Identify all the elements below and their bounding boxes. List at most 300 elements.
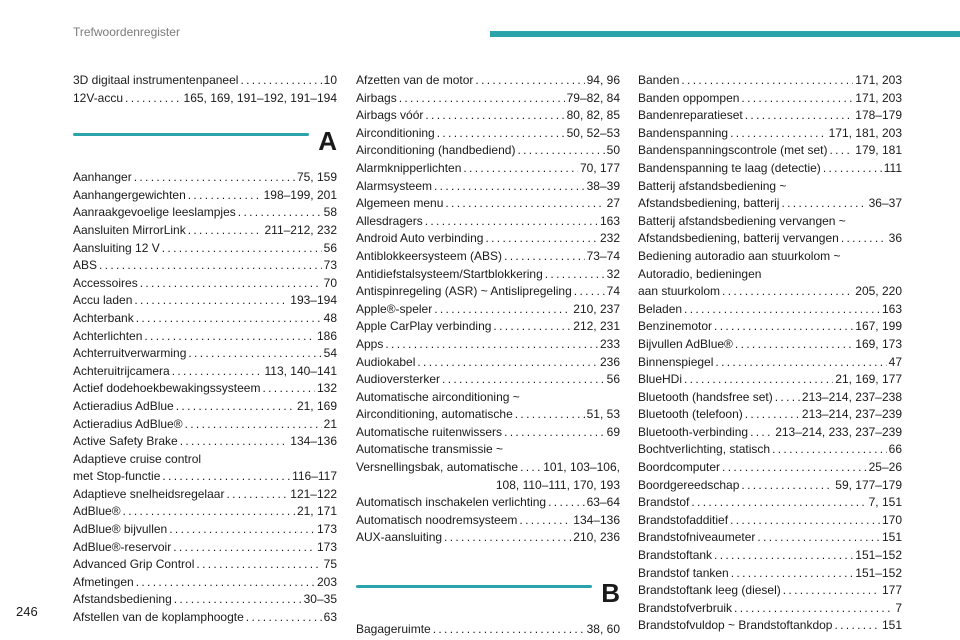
index-entry bbox=[73, 521, 337, 539]
index-pages: 165, 169, 191–192, 191–194 bbox=[183, 90, 337, 105]
dot-leader bbox=[714, 318, 853, 336]
index-entry bbox=[356, 195, 620, 213]
index-pages: 151–152 bbox=[855, 548, 902, 563]
index-entry bbox=[638, 107, 902, 125]
index-pages: 75, 159 bbox=[296, 170, 337, 185]
index-pages: 179, 181 bbox=[855, 143, 902, 158]
index-pages: 171, 203 bbox=[855, 90, 902, 105]
index-pages: 36–37 bbox=[868, 196, 902, 211]
section-letter-b: B bbox=[601, 578, 620, 609]
index-term: Automatisch inschakelen verlichting bbox=[356, 495, 547, 510]
index-term: AdBlue® bbox=[73, 504, 121, 519]
index-pages: 163 bbox=[599, 213, 620, 228]
dot-leader bbox=[185, 416, 322, 434]
index-pages: 54 bbox=[323, 346, 337, 361]
index-pages: 73 bbox=[323, 258, 337, 273]
index-term: Advanced Grip Control bbox=[73, 557, 195, 572]
index-term: Bandenspanning te laag (detectie) bbox=[638, 160, 821, 175]
dot-leader bbox=[722, 459, 867, 477]
index-term: Antiblokkeersysteem (ABS) bbox=[356, 248, 503, 263]
index-pages: 163 bbox=[881, 301, 902, 316]
dot-leader bbox=[475, 72, 584, 90]
dot-leader bbox=[722, 283, 853, 301]
index-term: 3D digitaal instrumentenpaneel bbox=[73, 73, 239, 87]
index-entry bbox=[638, 512, 902, 530]
index-entry bbox=[356, 621, 620, 639]
index-pages: 59, 177–179 bbox=[835, 477, 902, 492]
index-term: Antispinregeling (ASR) ~ Antislipregeling bbox=[356, 284, 572, 299]
index-pages: 38, 60 bbox=[586, 622, 620, 637]
index-entry bbox=[356, 230, 620, 248]
index-term: Brandstoftank leeg (diesel) bbox=[638, 583, 781, 598]
index-pages: 173 bbox=[316, 522, 337, 537]
index-term: Brandstofverbruik bbox=[638, 600, 733, 615]
dot-leader bbox=[123, 503, 295, 521]
index-entry bbox=[73, 328, 337, 346]
index-pages: 32 bbox=[606, 266, 620, 281]
index-pages: 169, 173 bbox=[855, 336, 902, 351]
dot-leader bbox=[745, 406, 800, 424]
dot-leader bbox=[442, 371, 605, 389]
index-entry bbox=[638, 529, 902, 547]
index-entry bbox=[356, 371, 620, 389]
dot-leader bbox=[520, 459, 541, 477]
index-column-2 bbox=[356, 72, 620, 639]
index-entry bbox=[638, 565, 902, 583]
index-term: Automatisch noodremsysteem bbox=[356, 512, 518, 527]
index-term: Actieradius AdBlue bbox=[73, 398, 174, 413]
index-entry bbox=[638, 142, 902, 160]
index-entry bbox=[73, 416, 337, 434]
index-pages: 113, 140–141 bbox=[264, 363, 337, 378]
dot-leader bbox=[262, 380, 315, 398]
index-term: Automatische ruitenwissers bbox=[356, 424, 503, 439]
index-term: Bijvullen AdBlue® bbox=[638, 336, 733, 351]
index-term-line: Bediening autoradio aan stuurkolom ~ bbox=[638, 248, 841, 263]
index-entry bbox=[73, 398, 337, 416]
index-term: Airconditioning, automatische bbox=[356, 407, 513, 422]
dot-leader bbox=[463, 160, 578, 178]
index-entry bbox=[73, 222, 337, 240]
dot-leader bbox=[134, 292, 288, 310]
index-pages: 213–214, 237–239 bbox=[801, 407, 902, 422]
index-term: Achterbank bbox=[73, 310, 134, 325]
index-pages: 116–117 bbox=[292, 469, 337, 484]
index-pages: 73–74 bbox=[586, 248, 620, 263]
index-pages: 51, 53 bbox=[586, 407, 620, 422]
dot-leader bbox=[772, 441, 887, 459]
dot-leader bbox=[437, 125, 565, 143]
dot-leader bbox=[757, 529, 880, 547]
index-entry bbox=[73, 72, 337, 90]
index-term-line: Batterij afstandsbediening ~ bbox=[638, 178, 787, 193]
index-pages: 48 bbox=[323, 310, 337, 325]
index-entry bbox=[73, 574, 337, 592]
index-term: Alarmsysteem bbox=[356, 178, 433, 193]
index-term-line: Automatische transmissie ~ bbox=[356, 442, 504, 457]
index-entry bbox=[356, 301, 620, 319]
index-entry bbox=[73, 380, 337, 398]
dot-leader bbox=[434, 301, 571, 319]
dot-leader bbox=[433, 621, 585, 639]
index-term: Afstellen van de koplamphoogte bbox=[73, 610, 244, 625]
index-pages: 213–214, 233, 237–239 bbox=[775, 424, 902, 439]
index-pages: 171, 203 bbox=[855, 73, 902, 87]
index-pages: 69 bbox=[606, 424, 620, 439]
index-pages: 21, 171 bbox=[296, 504, 337, 519]
index-pages: 63–64 bbox=[586, 495, 620, 510]
index-pages: 79–82, 84 bbox=[566, 90, 620, 105]
index-pages: 30–35 bbox=[303, 592, 337, 607]
index-term: Alarmknipperlichten bbox=[356, 160, 462, 175]
index-pages: 134–136 bbox=[573, 512, 620, 527]
dot-leader bbox=[444, 529, 571, 547]
index-entry bbox=[73, 257, 337, 275]
index-entry bbox=[638, 301, 902, 319]
index-pages: 56 bbox=[606, 372, 620, 387]
index-pages: 94, 96 bbox=[586, 73, 620, 87]
index-pages: 210, 236 bbox=[573, 530, 620, 545]
index-term: aan stuurkolom bbox=[638, 284, 721, 299]
index-column-3 bbox=[638, 72, 902, 635]
index-entry bbox=[73, 345, 337, 363]
index-term: Beladen bbox=[638, 301, 683, 316]
dot-leader bbox=[504, 248, 585, 266]
index-entry bbox=[638, 336, 902, 354]
index-entry bbox=[73, 169, 337, 187]
dot-leader bbox=[681, 72, 853, 90]
dot-leader bbox=[134, 169, 295, 187]
index-term-line: Autoradio, bedieningen bbox=[638, 266, 762, 281]
dot-leader bbox=[136, 574, 315, 592]
index-pages-continuation: 108, 110–111, 170, 193 bbox=[495, 477, 620, 492]
index-pages: 233 bbox=[599, 336, 620, 351]
index-entry bbox=[356, 494, 620, 512]
section-letter-a: A bbox=[318, 126, 337, 157]
dot-leader bbox=[741, 477, 833, 495]
index-term: 12V-accu bbox=[73, 90, 124, 105]
index-term: Afmetingen bbox=[73, 574, 134, 589]
index-entry bbox=[356, 459, 620, 477]
index-term: Airbags bbox=[356, 90, 397, 105]
index-term: Audioversterker bbox=[356, 372, 441, 387]
index-entry bbox=[356, 406, 620, 424]
index-entry bbox=[73, 486, 337, 504]
index-term: Adaptieve snelheidsregelaar bbox=[73, 486, 225, 501]
index-entry bbox=[356, 512, 620, 530]
index-entry bbox=[638, 389, 902, 407]
index-pages: 66 bbox=[888, 442, 902, 457]
dot-leader bbox=[548, 494, 585, 512]
index-entry bbox=[73, 468, 337, 486]
index-pages: 50, 52–53 bbox=[566, 125, 620, 140]
dot-leader bbox=[734, 600, 893, 618]
index-pages: 212, 231 bbox=[573, 319, 620, 334]
index-entry bbox=[73, 187, 337, 205]
index-term: Bandenreparatieset bbox=[638, 108, 743, 123]
dot-leader bbox=[515, 406, 585, 424]
dot-leader bbox=[173, 539, 315, 557]
index-pages: 74 bbox=[606, 284, 620, 299]
index-entry bbox=[73, 363, 337, 381]
index-entry bbox=[638, 90, 902, 108]
index-entry bbox=[73, 275, 337, 293]
index-term: Versnellingsbak, automatische bbox=[356, 460, 519, 475]
dot-leader bbox=[140, 275, 322, 293]
index-term: Brandstoftank bbox=[638, 548, 713, 563]
index-term: Airconditioning bbox=[356, 125, 435, 140]
index-pages: 205, 220 bbox=[855, 284, 902, 299]
index-pages: 211–212, 232 bbox=[264, 222, 337, 237]
index-term: Antidiefstalsysteem/Startblokkering bbox=[356, 266, 543, 281]
index-term: Benzinemotor bbox=[638, 319, 713, 334]
index-term: Aanhanger bbox=[73, 170, 132, 185]
index-pages: 27 bbox=[606, 196, 620, 211]
page-number: 246 bbox=[16, 604, 38, 619]
dot-leader bbox=[735, 336, 853, 354]
index-entry bbox=[356, 178, 620, 196]
dot-leader bbox=[781, 195, 866, 213]
index-term: Brandstofadditief bbox=[638, 512, 729, 527]
index-term: Actieradius AdBlue® bbox=[73, 416, 183, 431]
index-entry bbox=[356, 283, 620, 301]
index-entry bbox=[356, 90, 620, 108]
index-pages: 151–152 bbox=[855, 565, 902, 580]
section-header-b bbox=[356, 578, 620, 615]
index-term: Active Safety Brake bbox=[73, 434, 178, 449]
index-entry bbox=[638, 582, 902, 600]
dot-leader bbox=[238, 204, 322, 222]
dot-leader bbox=[226, 486, 288, 504]
index-term: Apple®-speler bbox=[356, 301, 433, 316]
index-entry bbox=[73, 556, 337, 574]
index-term: Afstandsbediening, batterij vervangen bbox=[638, 231, 839, 246]
dot-leader bbox=[174, 591, 302, 609]
index-term: ABS bbox=[73, 258, 98, 273]
dot-leader bbox=[180, 433, 289, 451]
index-pages: 203 bbox=[316, 574, 337, 589]
index-pages: 177 bbox=[881, 583, 902, 598]
index-pages: 70, 177 bbox=[579, 160, 620, 175]
index-pages: 151 bbox=[881, 530, 902, 545]
index-entry bbox=[73, 292, 337, 310]
index-term: Afzetten van de motor bbox=[356, 73, 474, 87]
index-pages: 198–199, 201 bbox=[263, 187, 337, 202]
index-term: Allesdragers bbox=[356, 213, 423, 228]
index-term: AUX-aansluiting bbox=[356, 530, 443, 545]
dot-leader bbox=[841, 230, 887, 248]
index-pages: 167, 199 bbox=[855, 319, 902, 334]
index-entry bbox=[356, 142, 620, 160]
dot-leader bbox=[240, 72, 321, 90]
index-term: met Stop-functie bbox=[73, 469, 161, 484]
index-pages: 7 bbox=[895, 600, 902, 615]
index-term: Bandenspanning bbox=[638, 125, 729, 140]
index-term: Brandstof bbox=[638, 495, 690, 510]
dot-leader bbox=[775, 389, 800, 407]
dot-leader bbox=[172, 363, 263, 381]
index-entry bbox=[638, 125, 902, 143]
dot-leader bbox=[169, 521, 315, 539]
dot-leader bbox=[425, 107, 564, 125]
dot-leader bbox=[188, 345, 321, 363]
index-term: Boordgereedschap bbox=[638, 477, 740, 492]
index-pages: 121–122 bbox=[290, 486, 337, 501]
index-pages: 80, 82, 85 bbox=[566, 108, 620, 123]
index-term-line: Batterij afstandsbediening vervangen ~ bbox=[638, 213, 846, 228]
index-entry bbox=[356, 336, 620, 354]
index-pages: 134–136 bbox=[290, 434, 337, 449]
dot-leader bbox=[485, 230, 598, 248]
index-term: Aanraakgevoelige leeslampjes bbox=[73, 205, 236, 220]
index-entry bbox=[638, 354, 902, 372]
index-term: Algemeen menu bbox=[356, 196, 444, 211]
index-entry bbox=[356, 125, 620, 143]
index-entry bbox=[638, 459, 902, 477]
dot-leader bbox=[385, 336, 598, 354]
index-entry bbox=[356, 529, 620, 547]
index-term-line: Automatische airconditioning ~ bbox=[356, 389, 520, 404]
dot-leader bbox=[445, 195, 604, 213]
index-entry bbox=[638, 371, 902, 389]
index-pages: 21 bbox=[323, 416, 337, 431]
dot-leader bbox=[730, 125, 827, 143]
index-term: BlueHDi bbox=[638, 372, 683, 387]
index-pages: 25–26 bbox=[868, 460, 902, 475]
index-term: Bluetooth-verbinding bbox=[638, 424, 749, 439]
index-term: Achterlichten bbox=[73, 328, 143, 343]
index-entry bbox=[638, 441, 902, 459]
dot-leader bbox=[196, 556, 321, 574]
index-pages: 170 bbox=[881, 512, 902, 527]
index-term: Aansluiting 12 V bbox=[73, 240, 160, 255]
dot-leader bbox=[783, 582, 880, 600]
index-pages: 21, 169 bbox=[296, 398, 337, 413]
index-term: Afstandsbediening bbox=[73, 592, 172, 607]
index-pages: 38–39 bbox=[586, 178, 620, 193]
index-term: Brandstofniveaumeter bbox=[638, 530, 756, 545]
index-entry bbox=[638, 617, 902, 635]
dot-leader bbox=[162, 468, 290, 486]
index-column-1 bbox=[73, 72, 337, 627]
index-pages: 178–179 bbox=[855, 108, 902, 123]
dot-leader bbox=[731, 565, 854, 583]
index-term: Brandstof tanken bbox=[638, 565, 729, 580]
index-term: Apple CarPlay verbinding bbox=[356, 319, 492, 334]
header-accent-bar bbox=[490, 31, 960, 37]
index-pages: 56 bbox=[323, 240, 337, 255]
index-pages: 151 bbox=[881, 618, 902, 633]
index-pages: 213–214, 237–238 bbox=[801, 389, 902, 404]
index-entry bbox=[638, 230, 902, 248]
index-entry bbox=[73, 609, 337, 627]
dot-leader bbox=[188, 222, 263, 240]
index-term: Binnenspiegel bbox=[638, 354, 714, 369]
index-entry bbox=[356, 213, 620, 231]
index-entry bbox=[638, 195, 902, 213]
index-entry bbox=[73, 204, 337, 222]
index-entry bbox=[73, 90, 337, 108]
dot-leader bbox=[99, 257, 322, 275]
index-pages: 132 bbox=[316, 381, 337, 396]
index-term: Android Auto verbinding bbox=[356, 231, 484, 246]
dot-leader bbox=[162, 240, 322, 258]
index-term: Accessoires bbox=[73, 275, 138, 290]
index-entry bbox=[356, 354, 620, 372]
index-entry bbox=[356, 266, 620, 284]
index-entry bbox=[356, 424, 620, 442]
dot-leader bbox=[714, 547, 853, 565]
index-entry bbox=[638, 547, 902, 565]
dot-leader bbox=[425, 213, 598, 231]
index-term: Banden bbox=[638, 73, 680, 87]
index-entry bbox=[638, 406, 902, 424]
index-entry bbox=[638, 494, 902, 512]
index-term: Brandstofvuldop ~ Brandstoftankdop bbox=[638, 618, 833, 633]
index-pages: 50 bbox=[606, 143, 620, 158]
index-pages: 232 bbox=[599, 231, 620, 246]
index-term: Achteruitrijcamera bbox=[73, 363, 170, 378]
dot-leader bbox=[188, 187, 262, 205]
index-term-line: Adaptieve cruise control bbox=[73, 451, 202, 466]
index-pages: 58 bbox=[323, 205, 337, 220]
index-entry bbox=[638, 318, 902, 336]
index-entry bbox=[638, 160, 902, 178]
index-entry bbox=[356, 72, 620, 90]
index-entry bbox=[356, 318, 620, 336]
index-term: Bochtverlichting, statisch bbox=[638, 442, 771, 457]
index-term: Airconditioning (handbediend) bbox=[356, 143, 516, 158]
index-pages: 70 bbox=[323, 275, 337, 290]
dot-leader bbox=[823, 160, 882, 178]
header-title: Trefwoordenregister bbox=[73, 25, 180, 39]
index-pages: 236 bbox=[599, 354, 620, 369]
index-term: AdBlue® bijvullen bbox=[73, 522, 168, 537]
index-pages: 7, 151 bbox=[868, 495, 902, 510]
index-term: Apps bbox=[356, 336, 384, 351]
dot-leader bbox=[519, 512, 571, 530]
dot-leader bbox=[684, 371, 833, 389]
index-term: Bluetooth (telefoon) bbox=[638, 407, 743, 422]
index-pages: 210, 237 bbox=[573, 301, 620, 316]
index-term: Audiokabel bbox=[356, 354, 416, 369]
index-pages: 10 bbox=[323, 73, 337, 87]
index-pages: 101, 103–106, bbox=[543, 460, 620, 475]
dot-leader bbox=[730, 512, 880, 530]
index-pages: 111 bbox=[883, 160, 902, 175]
dot-leader bbox=[741, 90, 853, 108]
dot-leader bbox=[829, 142, 853, 160]
dot-leader bbox=[136, 310, 322, 328]
index-pages: 63 bbox=[323, 610, 337, 625]
dot-leader bbox=[493, 318, 571, 336]
dot-leader bbox=[125, 90, 181, 108]
index-term: Boordcomputer bbox=[638, 460, 721, 475]
dot-leader bbox=[517, 142, 604, 160]
index-entry bbox=[73, 240, 337, 258]
index-term: Bandenspanningscontrole (met set) bbox=[638, 143, 828, 158]
index-term: Bagageruimte bbox=[356, 622, 431, 637]
index-pages: 36 bbox=[888, 231, 902, 246]
index-pages: 193–194 bbox=[290, 293, 337, 308]
index-term: Afstandsbediening, batterij bbox=[638, 196, 780, 211]
dot-leader bbox=[545, 266, 605, 284]
index-term: Bluetooth (handsfree set) bbox=[638, 389, 773, 404]
index-term: Aanhangergewichten bbox=[73, 187, 186, 202]
dot-leader bbox=[144, 328, 315, 346]
index-term: Banden oppompen bbox=[638, 90, 740, 105]
index-pages: 186 bbox=[316, 328, 337, 343]
